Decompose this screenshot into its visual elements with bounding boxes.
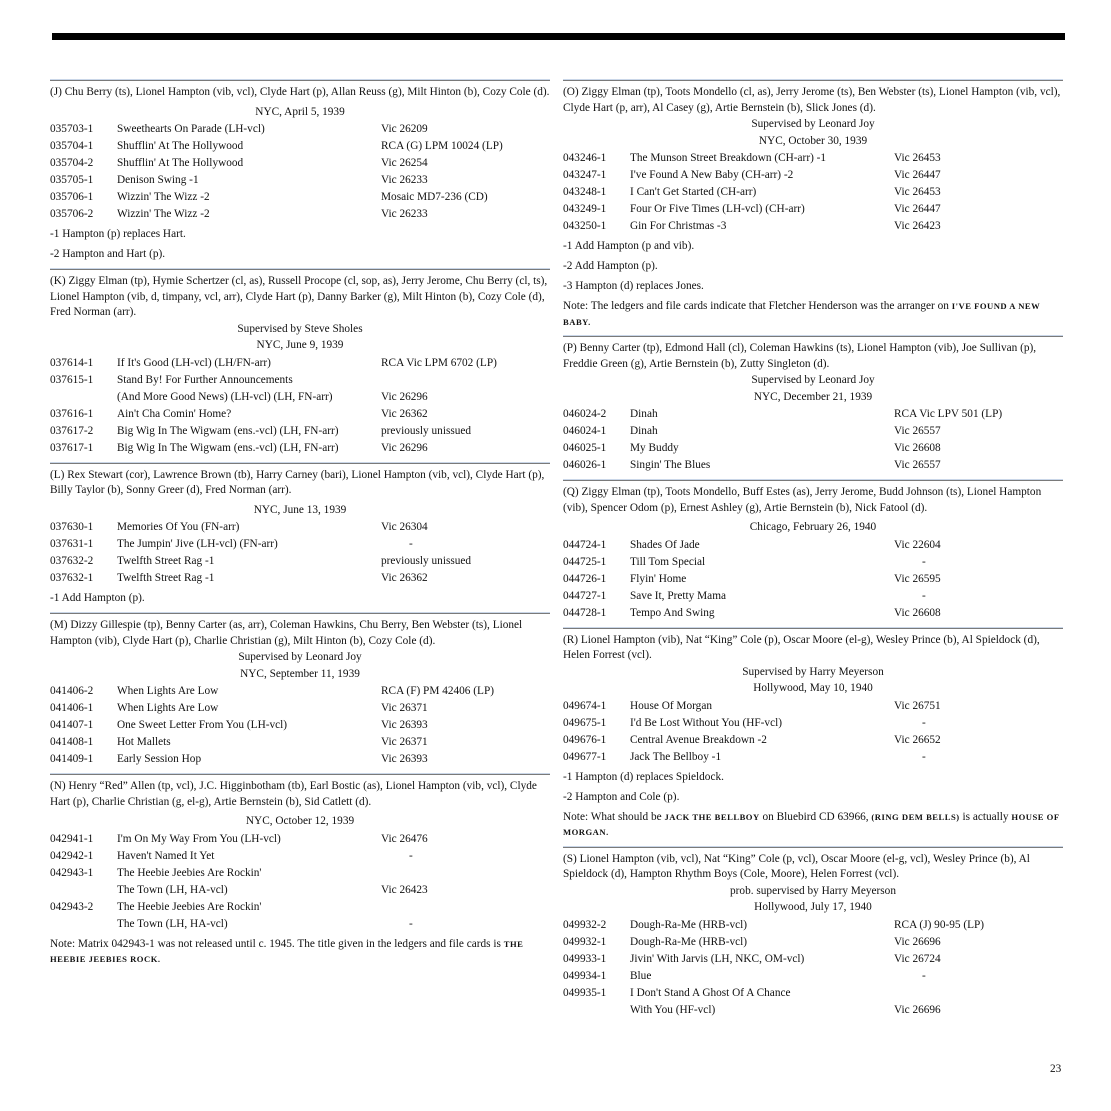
matrix-number: 037617-1 <box>50 441 94 454</box>
session-block <box>50 80 550 263</box>
issue-label: Vic 26453 <box>894 152 941 164</box>
track-title: Dough-Ra-Me (HRB-vcl) <box>630 935 748 948</box>
session-personnel: (J) Chu Berry (ts), Lionel Hampton (vib, vcl), Clyde Hart (p), Allan Reuss (g), Milt Hinton (b), Cozy Cole (d). <box>50 86 550 98</box>
track-row <box>563 440 1063 457</box>
track-row <box>563 985 1063 1019</box>
issue-label: Vic 26447 <box>894 169 941 181</box>
matrix-number: 037632-2 <box>50 555 94 567</box>
track-row <box>50 734 550 751</box>
session-spacer <box>50 810 550 813</box>
issue-label: RCA Vic LPM 6702 (LP) <box>381 356 497 369</box>
track-row <box>563 749 1063 766</box>
note-text: is actually <box>962 810 1009 823</box>
matrix-number: 035705-1 <box>50 174 94 186</box>
track-title: I Can't Get Started (CH-arr) <box>630 186 757 198</box>
track-title: Dinah <box>630 408 658 420</box>
matrix-number: 042943-1 <box>50 866 94 879</box>
track-title: Wizzin' The Wizz -2 <box>117 191 210 203</box>
matrix-number: 044724-1 <box>563 538 607 551</box>
track-row <box>563 218 1063 235</box>
note-title: JACK THE BELLBOY <box>664 811 760 822</box>
session-personnel: (R) Lionel Hampton (vib), Nat “King” Cole (p), Oscar Moore (el-g), Wesley Prince (b), Al Spieldock (d), Helen Forrest (vcl). <box>563 633 1040 661</box>
track-title: Central Avenue Breakdown -2 <box>630 733 767 746</box>
matrix-number: 043247-1 <box>563 169 607 181</box>
session-place-date: NYC, October 12, 1939 <box>245 815 355 827</box>
session-personnel: (M) Dizzy Gillespie (tp), Benny Carter (as, arr), Coleman Hawkins, Chu Berry, Ben Webster (ts), Lionel Hampton (vib), Clyde Hart (p), Charlie Christian (g), Milt Hinton (b), Cozy Cole (d). <box>50 619 523 647</box>
track-row <box>563 537 1063 554</box>
session-supervisor: Supervised by Steve Sholes <box>237 322 363 335</box>
matrix-number: 049674-1 <box>563 699 607 712</box>
track-row <box>50 206 550 223</box>
session-personnel: (O) Ziggy Elman (tp), Toots Mondello (cl, as), Jerry Jerome (ts), Ben Webster (ts), Lionel Hampton (vib, vcl), Clyde Hart (p, arr), Al Casey (g), Artie Bernstein (b), Slick Jones (d). <box>563 86 1061 114</box>
track-row <box>563 917 1063 934</box>
track-row <box>50 831 550 848</box>
track-row <box>50 536 550 553</box>
session-personnel: (N) Henry “Red” Allen (tp, vcl), J.C. Higginbotham (tb), Earl Bostic (as), Lionel Hampton (vib, vcl), Clyde Hart (p), Charlie Christian (g, el-g), Artie Bernstein (b), Sid Catlett (d). <box>50 780 537 808</box>
session-footnote: -2 Add Hampton (p). <box>563 260 658 272</box>
session-supervisor: Supervised by Leonard Joy <box>751 118 875 130</box>
matrix-number: 049932-1 <box>563 935 607 948</box>
note-title: THE HEEBIE JEEBIES ROCK. <box>50 938 524 964</box>
matrix-number: 044728-1 <box>563 606 607 619</box>
right-column <box>563 80 1063 1025</box>
track-row <box>50 172 550 189</box>
matrix-number: 037630-1 <box>50 521 94 533</box>
track-title: Gin For Christmas -3 <box>630 220 727 232</box>
track-title: Shades Of Jade <box>630 538 700 551</box>
issue-label: - <box>922 555 926 568</box>
matrix-number: 049676-1 <box>563 733 607 746</box>
issue-label: - <box>922 750 926 763</box>
session-footnote: -1 Hampton (d) replaces Spieldock. <box>563 770 724 783</box>
session-personnel: (L) Rex Stewart (cor), Lawrence Brown (tb), Harry Carney (bari), Lionel Hampton (vib, vcl), Clyde Hart (p), Billy Taylor (b), Sonny Greer (d), Fred Norman (arr). <box>50 468 545 496</box>
issue-label: Vic 26724 <box>894 952 941 965</box>
track-title: Flyin' Home <box>630 572 687 585</box>
track-row <box>50 155 550 172</box>
issue-label: Vic 26254 <box>381 157 428 169</box>
track-row <box>563 201 1063 218</box>
issue-label: Vic 22604 <box>894 538 941 551</box>
track-title: Early Session Hop <box>117 753 202 765</box>
track-row <box>50 717 550 734</box>
track-title: I Don't Stand A Ghost Of A Chance With You (HF-vcl) <box>630 986 791 1016</box>
session-note <box>563 810 1063 841</box>
issue-label: Vic 26209 <box>381 123 428 135</box>
matrix-number: 037617-2 <box>50 424 94 437</box>
track-title: Shufflin' At The Hollywood <box>117 140 244 152</box>
session-place-date: Chicago, February 26, 1940 <box>749 521 877 533</box>
note-title: HOUSE OF MORGAN. <box>563 811 1060 837</box>
issue-label: Vic 26362 <box>381 407 428 420</box>
track-title: Shufflin' At The Hollywood <box>117 157 244 169</box>
track-title: The Munson Street Breakdown (CH-arr) -1 <box>630 152 827 164</box>
track-title: Tempo And Swing <box>630 606 715 619</box>
matrix-number: 041409-1 <box>50 753 94 765</box>
track-title: Singin' The Blues <box>630 459 711 471</box>
session-note <box>563 299 1063 330</box>
track-title: Dinah <box>630 425 658 437</box>
matrix-number: 049934-1 <box>563 969 607 982</box>
session-footnote: -2 Hampton and Hart (p). <box>50 248 166 260</box>
matrix-number: 035704-2 <box>50 157 94 169</box>
matrix-number: 037614-1 <box>50 356 94 369</box>
matrix-number: 049935-1 <box>563 986 607 999</box>
issue-label: Vic 26557 <box>894 425 941 437</box>
issue-label: Vic 26296 <box>381 441 428 454</box>
issue-label: RCA Vic LPV 501 (LP) <box>894 408 1003 420</box>
session-footnote: -1 Add Hampton (p). <box>50 592 145 604</box>
session-place-date: NYC, June 13, 1939 <box>253 503 347 516</box>
issue-label: Vic 26233 <box>381 208 428 220</box>
track-row <box>563 167 1063 184</box>
track-row <box>563 715 1063 732</box>
issue-label: Vic 26476 <box>381 832 428 845</box>
track-title: Hot Mallets <box>117 736 171 748</box>
session-footnote: -2 Hampton and Cole (p). <box>563 790 680 803</box>
track-row <box>50 683 550 700</box>
issue-label: Vic 26371 <box>381 736 428 748</box>
top-rule <box>52 33 1065 40</box>
track-title: I'd Be Lost Without You (HF-vcl) <box>630 716 782 729</box>
issue-label: Vic 26696 <box>894 935 941 948</box>
track-row <box>563 951 1063 968</box>
track-title: Memories Of You (FN-arr) <box>117 521 240 533</box>
issue-label: Vic 26595 <box>894 572 941 585</box>
issue-label: Vic 26652 <box>894 733 941 746</box>
track-title: Denison Swing -1 <box>117 174 199 186</box>
track-row <box>563 698 1063 715</box>
matrix-number: 043250-1 <box>563 220 607 232</box>
issue-label: Vic 26423 <box>381 883 428 896</box>
session-block <box>50 774 550 968</box>
note-text: Note: Matrix 042943-1 was not released until c. 1945. The title given in the ledgers and file cards is <box>50 937 501 950</box>
matrix-number: 041406-1 <box>50 702 94 714</box>
track-title: The Heebie Jeebies Are Rockin' The Town (LH, HA-vcl) <box>117 900 262 930</box>
session-block <box>563 336 1063 474</box>
track-title: Till Tom Special <box>630 555 706 568</box>
track-row <box>50 848 550 865</box>
session-personnel: (K) Ziggy Elman (tp), Hymie Schertzer (cl, as), Russell Procope (cl, sop, as), Jerry Jerome, Chu Berry (cl, ts), Lionel Hampton (vib, d, timpany, vcl, arr), Clyde Hart (p), Danny Barker (g), Milt Hinton (b), Cozy Cole (d), Fred Norman (arr). <box>50 275 548 318</box>
track-title: Jivin' With Jarvis (LH, NKC, OM-vcl) <box>630 952 805 965</box>
matrix-number: 041408-1 <box>50 736 94 748</box>
track-title: The Heebie Jeebies Are Rockin' The Town (LH, HA-vcl) <box>117 866 262 896</box>
matrix-number: 037631-1 <box>50 538 94 550</box>
track-title: One Sweet Letter From You (LH-vcl) <box>117 719 288 731</box>
issue-label: Vic 26393 <box>381 753 428 765</box>
track-row <box>563 554 1063 571</box>
matrix-number: 035704-1 <box>50 140 94 152</box>
session-block <box>50 613 550 768</box>
session-block <box>563 80 1063 330</box>
issue-label: Vic 26608 <box>894 606 941 619</box>
issue-label: Vic 26453 <box>894 186 941 198</box>
issue-label: Vic 26304 <box>381 521 428 533</box>
matrix-number: 046025-1 <box>563 442 607 454</box>
session-footnote: -1 Hampton (p) replaces Hart. <box>50 228 186 240</box>
issue-label: - <box>922 969 926 982</box>
track-title: Big Wig In The Wigwam (ens.-vcl) (LH, FN-arr) <box>117 441 339 454</box>
issue-label: previously unissued <box>381 424 472 437</box>
track-row <box>50 519 550 536</box>
track-row <box>563 732 1063 749</box>
issue-label: - <box>922 589 926 602</box>
matrix-number: 049933-1 <box>563 952 607 965</box>
session-personnel: (Q) Ziggy Elman (tp), Toots Mondello, Buff Estes (as), Jerry Jerome, Budd Johnson (ts), Lionel Hampton (vib), Spencer Odom (p), Ernest Ashley (g), Artie Bernstein (b), Nick Fatool (d). <box>563 486 1042 514</box>
note-title: I'VE FOUND A NEW BABY. <box>563 301 1041 327</box>
session-place-date: Hollywood, May 10, 1940 <box>753 682 873 694</box>
track-row <box>50 372 550 406</box>
track-row <box>563 406 1063 423</box>
session-footnote: -3 Hampton (d) replaces Jones. <box>563 280 704 292</box>
matrix-number: 049675-1 <box>563 716 607 729</box>
session-place-date: NYC, October 30, 1939 <box>758 134 868 147</box>
issue-label: RCA (J) 90-95 (LP) <box>894 918 985 931</box>
track-row <box>50 751 550 768</box>
track-title: Stand By! For Further Announcements (And More Good News) (LH-vcl) (LH, FN-arr) <box>117 373 333 403</box>
session-footnote: -1 Add Hampton (p and vib). <box>563 240 695 252</box>
matrix-number: 046024-2 <box>563 408 607 420</box>
session-block <box>563 628 1063 841</box>
matrix-number: 037616-1 <box>50 407 94 420</box>
track-row <box>50 553 550 570</box>
track-title: Dough-Ra-Me (HRB-vcl) <box>630 918 748 931</box>
track-title: My Buddy <box>630 442 679 454</box>
track-row <box>563 457 1063 474</box>
note-text: Note: The ledgers and file cards indicate that Fletcher Henderson was the arranger on <box>563 300 949 312</box>
track-row <box>50 570 550 587</box>
matrix-number: 043249-1 <box>563 203 607 215</box>
track-title: When Lights Are Low <box>117 685 219 697</box>
session-place-date: Hollywood, July 17, 1940 <box>754 901 872 913</box>
issue-label: Vic 26423 <box>894 220 941 232</box>
track-title: Twelfth Street Rag -1 <box>117 572 215 584</box>
session-personnel: (S) Lionel Hampton (vib, vcl), Nat “King” Cole (p, vcl), Oscar Moore (el-g, vcl), Wesley Prince (b), Al Spieldock (d), Hampton Rhythm Boys (Cole, Moore), Helen Forrest (vcl). <box>563 852 1030 880</box>
session-supervisor: prob. supervised by Harry Meyerson <box>730 884 896 897</box>
track-row <box>50 189 550 206</box>
matrix-number: 035706-2 <box>50 208 94 220</box>
matrix-number: 035703-1 <box>50 123 94 135</box>
session-spacer <box>50 499 550 502</box>
issue-label: Vic 26233 <box>381 174 428 186</box>
track-title: Four Or Five Times (LH-vcl) (CH-arr) <box>630 203 805 215</box>
track-title: Twelfth Street Rag -1 <box>117 555 215 567</box>
track-title: Big Wig In The Wigwam (ens.-vcl) (LH, FN-arr) <box>117 424 339 437</box>
session-block <box>50 463 550 608</box>
issue-label: - <box>409 538 413 550</box>
track-title: Sweethearts On Parade (LH-vcl) <box>117 123 265 135</box>
session-supervisor: Supervised by Leonard Joy <box>751 374 875 386</box>
session-spacer <box>563 516 1063 519</box>
issue-label: - <box>409 917 413 930</box>
session-block <box>563 847 1063 1019</box>
matrix-number: 049677-1 <box>563 750 607 763</box>
matrix-number: 042941-1 <box>50 832 94 845</box>
track-title: I've Found A New Baby (CH-arr) -2 <box>630 169 794 181</box>
issue-label: - <box>409 849 413 862</box>
track-title: The Jumpin' Jive (LH-vcl) (FN-arr) <box>117 538 278 550</box>
session-place-date: NYC, September 11, 1939 <box>240 667 360 680</box>
track-row <box>50 700 550 717</box>
issue-label: Vic 26751 <box>894 699 941 712</box>
issue-label: RCA (F) PM 42406 (LP) <box>381 685 494 697</box>
matrix-number: 046026-1 <box>563 459 607 471</box>
track-title: Blue <box>630 969 652 982</box>
issue-label: Vic 26362 <box>381 572 428 584</box>
track-row <box>50 406 550 423</box>
issue-label: Vic 26447 <box>894 203 941 215</box>
track-row <box>50 865 550 899</box>
track-title: Save It, Pretty Mama <box>630 589 727 602</box>
track-row <box>563 934 1063 951</box>
session-place-date: NYC, December 21, 1939 <box>753 390 873 403</box>
track-row <box>50 355 550 372</box>
session-supervisor: Supervised by Leonard Joy <box>238 651 362 663</box>
matrix-number: 044727-1 <box>563 589 607 602</box>
matrix-number: 037632-1 <box>50 572 94 584</box>
track-title: Jack The Bellboy -1 <box>630 750 722 763</box>
issue-label: Vic 26608 <box>894 442 941 454</box>
issue-label: previously unissued <box>381 555 472 567</box>
issue-label: Vic 26696 <box>894 1003 941 1016</box>
track-row <box>563 588 1063 605</box>
matrix-number: 037615-1 <box>50 373 94 386</box>
track-row <box>50 138 550 155</box>
track-row <box>50 121 550 138</box>
page-number: 23 <box>1050 1063 1062 1075</box>
session-supervisor: Supervised by Harry Meyerson <box>742 665 884 678</box>
matrix-number: 046024-1 <box>563 425 607 437</box>
track-title: House Of Morgan <box>630 699 712 712</box>
note-text: on Bluebird CD 63966, <box>762 810 869 823</box>
matrix-number: 044726-1 <box>563 572 607 585</box>
session-place-date: NYC, June 9, 1939 <box>256 339 344 351</box>
issue-label: Vic 26371 <box>381 702 428 714</box>
left-column <box>50 80 550 974</box>
track-title: Ain't Cha Comin' Home? <box>117 407 232 420</box>
issue-label: Vic 26557 <box>894 459 941 471</box>
note-title: (RING DEM BELLS) <box>871 811 960 822</box>
note-text: Note: What should be <box>563 810 662 823</box>
track-title: Wizzin' The Wizz -2 <box>117 208 210 220</box>
track-title: When Lights Are Low <box>117 702 219 714</box>
session-personnel: (P) Benny Carter (tp), Edmond Hall (cl), Coleman Hawkins (ts), Lionel Hampton (vib), Joe Sullivan (p), Freddie Green (g), Artie Bernstein (b), Zutty Singleton (d). <box>563 342 1037 370</box>
matrix-number: 044725-1 <box>563 555 607 568</box>
matrix-number: 043248-1 <box>563 186 607 198</box>
track-title: Haven't Named It Yet <box>117 849 215 862</box>
issue-label: Mosaic MD7-236 (CD) <box>381 191 488 203</box>
matrix-number: 035706-1 <box>50 191 94 203</box>
issue-label: - <box>922 716 926 729</box>
track-row <box>563 184 1063 201</box>
track-row <box>563 150 1063 167</box>
track-row <box>563 571 1063 588</box>
session-note <box>50 937 550 968</box>
session-place-date: NYC, April 5, 1939 <box>255 105 345 118</box>
issue-label: RCA (G) LPM 10024 (LP) <box>381 140 503 152</box>
matrix-number: 041407-1 <box>50 719 94 731</box>
issue-label: Vic 26296 <box>381 390 428 403</box>
track-row <box>563 968 1063 985</box>
issue-label: Vic 26393 <box>381 719 428 731</box>
track-row <box>50 440 550 457</box>
matrix-number: 042942-1 <box>50 849 94 862</box>
track-row <box>50 423 550 440</box>
track-row <box>563 605 1063 622</box>
matrix-number: 041406-2 <box>50 685 94 697</box>
session-block <box>563 480 1063 622</box>
matrix-number: 049932-2 <box>563 918 607 931</box>
session-block <box>50 269 550 457</box>
track-row <box>563 423 1063 440</box>
track-title: If It's Good (LH-vcl) (LH/FN-arr) <box>117 356 271 369</box>
session-spacer <box>50 101 550 104</box>
track-row <box>50 899 550 933</box>
matrix-number: 043246-1 <box>563 152 607 164</box>
matrix-number: 042943-2 <box>50 900 94 913</box>
track-title: I'm On My Way From You (LH-vcl) <box>117 832 281 845</box>
